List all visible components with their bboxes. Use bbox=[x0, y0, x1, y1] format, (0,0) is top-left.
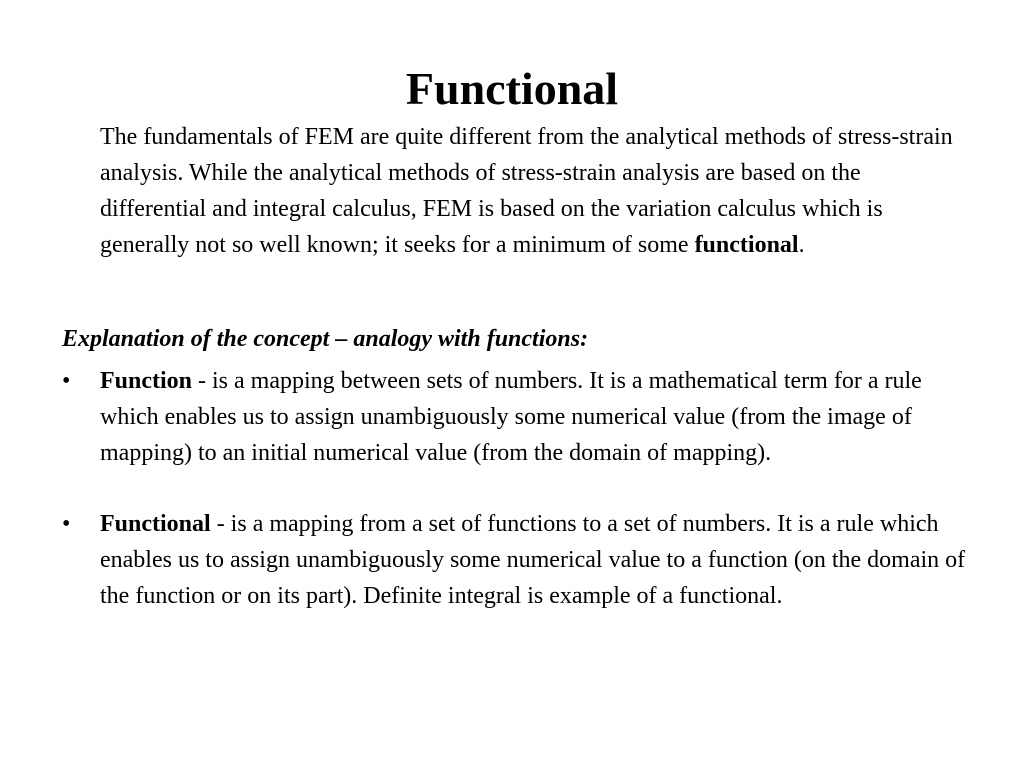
bullet-text bbox=[100, 363, 972, 471]
bullet-description: - is a mapping between sets of numbers. It is a mathematical term for a rule which enables us to assign unambiguously some numerical value (from the image of mapping) to an initial numerical value (from the domain of mapping). bbox=[100, 368, 922, 466]
bullet-description: - is a mapping from a set of functions to a set of numbers. It is a rule which enables us to assign unambiguously some numerical value to a function (on the domain of the function or on its part). Definite integral is example of a functional. bbox=[100, 511, 966, 609]
bullet-text bbox=[100, 506, 972, 614]
intro-end: . bbox=[798, 232, 805, 258]
bullet-marker: • bbox=[62, 368, 71, 394]
bullet-term: Functional bbox=[100, 511, 211, 537]
bullet-term: Function bbox=[100, 368, 193, 394]
intro-text: The fundamentals of FEM are quite different from the analytical methods of stress-strain analysis. While the analytical methods of stress-strain analysis are based on the differential and integral calculus, FEM is based on the variation calculus which is generally not so well known; it seeks for a minimum of some bbox=[100, 124, 953, 258]
intro-paragraph bbox=[100, 119, 970, 263]
bullet-marker: • bbox=[62, 511, 71, 537]
intro-bold-term: functional bbox=[694, 232, 799, 258]
bullet-item-function bbox=[62, 363, 972, 471]
section-subheading: Explanation of the concept – analogy with functions: bbox=[62, 326, 589, 352]
bullet-item-functional bbox=[62, 506, 972, 614]
slide-title: Functional bbox=[405, 63, 619, 114]
